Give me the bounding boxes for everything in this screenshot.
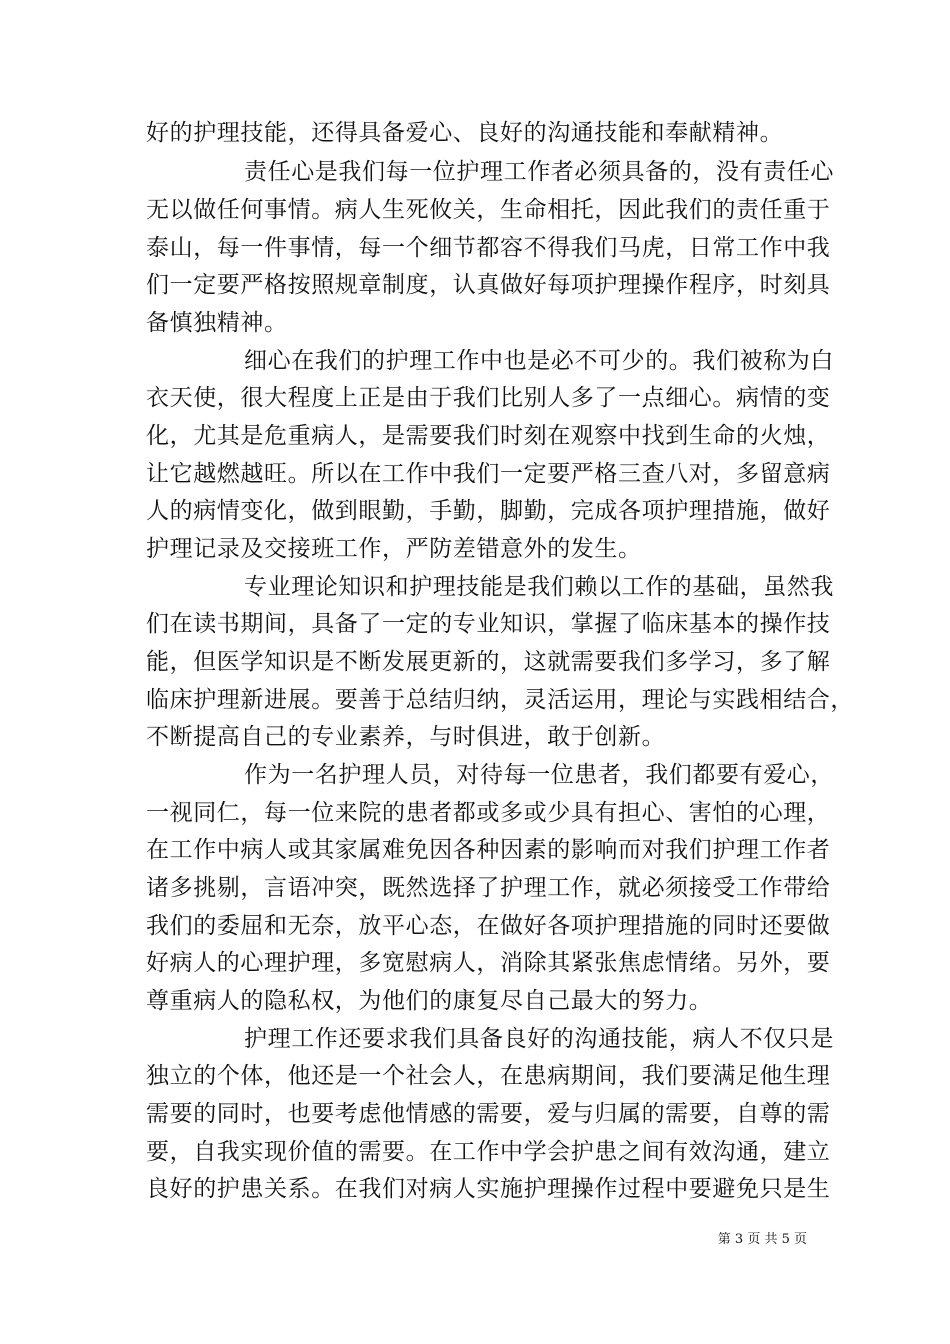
text-line: 让它越燃越旺。所以在工作中我们一定要严格三查八对，多留意病 [146, 461, 831, 487]
text-line: 人的病情变化，做到眼勤，手勤，脚勤，完成各项护理措施，做好 [146, 498, 831, 524]
text-line: 泰山，每一件事情，每一个细节都容不得我们马虎，日常工作中我 [146, 235, 831, 261]
text-line: 备慎独精神。 [146, 310, 288, 336]
text-line: 不断提高自己的专业素养，与时俱进，敢于创新。 [146, 724, 666, 750]
text-line: 需要的同时，也要考虑他情感的需要，爱与归属的需要，自尊的需 [146, 1101, 831, 1127]
paragraph-start-line: 作为一名护理人员，对待每一位患者，我们都要有爱心， [244, 762, 834, 788]
text-line: 好的护理技能，还得具备爱心、良好的沟通技能和奉献精神。 [146, 120, 784, 146]
text-line: 一视同仁，每一位来院的患者都或多或少具有担心、害怕的心理， [146, 800, 831, 826]
text-line: 在工作中病人或其家属难免因各种因素的影响而对我们护理工作者 [146, 837, 831, 863]
text-line: 独立的个体，他还是一个社会人，在患病期间，我们要满足他生理 [146, 1063, 831, 1089]
text-line: 好病人的心理护理，多宽慰病人，消除其紧张焦虑情绪。另外，要 [146, 950, 831, 976]
paragraph-start-line: 专业理论知识和护理技能是我们赖以工作的基础，虽然我 [244, 574, 834, 600]
paragraph-start-line: 护理工作还要求我们具备良好的沟通技能，病人不仅只是 [244, 1026, 834, 1052]
text-line: 良好的护患关系。在我们对病人实施护理操作过程中要避免只是生 [146, 1176, 831, 1202]
text-line: 无以做任何事情。病人生死攸关，生命相托，因此我们的责任重于 [146, 197, 831, 223]
text-line: 要，自我实现价值的需要。在工作中学会护患之间有效沟通，建立 [146, 1139, 831, 1165]
text-line: 护理记录及交接班工作，严防差错意外的发生。 [146, 536, 642, 562]
text-line: 们在读书期间，具备了一定的专业知识，掌握了临床基本的操作技 [146, 611, 831, 637]
text-line: 诸多挑剔，言语冲突，既然选择了护理工作，就必须接受工作带给 [146, 875, 831, 901]
text-line: 化，尤其是危重病人，是需要我们时刻在观察中找到生命的火烛， [146, 423, 831, 449]
text-line: 我们的委屈和无奈，放平心态，在做好各项护理措施的同时还要做 [146, 913, 831, 939]
text-line: 衣天使，很大程度上正是由于我们比别人多了一点细心。病情的变 [146, 385, 831, 411]
paragraph-start-line: 责任心是我们每一位护理工作者必须具备的，没有责任心 [244, 159, 834, 185]
text-line: 能，但医学知识是不断发展更新的，这就需要我们多学习，多了解 [146, 649, 831, 675]
text-line: 临床护理新进展。要善于总结归纳，灵活运用，理论与实践相结合， [146, 687, 854, 713]
text-line: 们一定要严格按照规章制度，认真做好每项护理操作程序，时刻具 [146, 272, 831, 298]
paragraph-start-line: 细心在我们的护理工作中也是必不可少的。我们被称为白 [244, 348, 834, 374]
page-number-footer: 第 3 页 共 5 页 [717, 1232, 807, 1247]
text-line: 尊重病人的隐私权，为他们的康复尽自己最大的努力。 [146, 988, 713, 1014]
